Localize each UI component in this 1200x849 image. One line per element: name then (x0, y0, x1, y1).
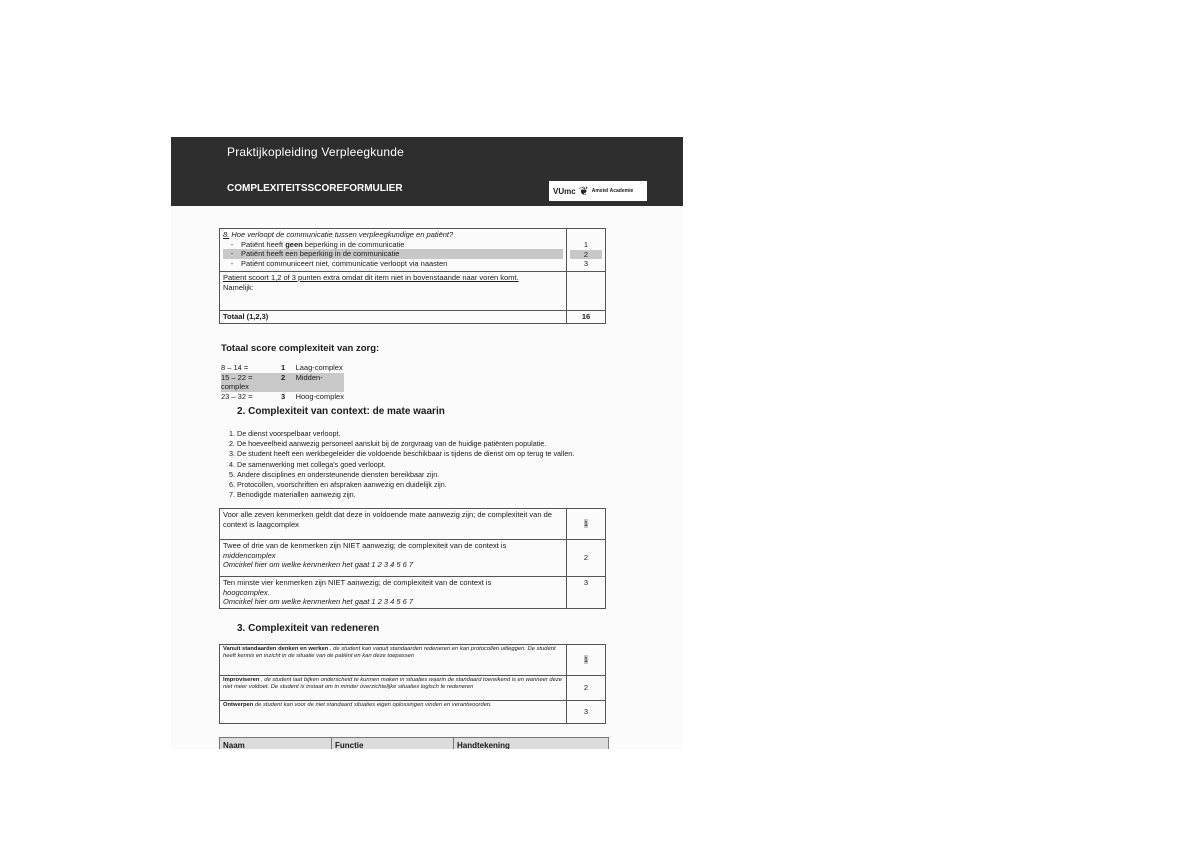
question-8-table (219, 228, 606, 324)
reasoning-score-2: 2 (567, 676, 606, 701)
scale-row: 23 – 32 = 3 Hoog-complex (221, 391, 344, 401)
document-header (171, 137, 683, 206)
context-score-3: 3 (567, 577, 606, 609)
context-row-2: Twee of drie van de kenmerken zijn NIET aanwezig; de complexiteit van de context is middencomplex Omcirkel hier om welke kenmerken het gaat 1 2 3 4 5 6 7 (220, 540, 567, 577)
option-row-2: - Patiënt heeft een beperking in de communicatie (223, 249, 563, 259)
criterion-item: 4. De samenwerking met collega's goed verloopt. (237, 460, 677, 470)
total-label: Totaal (1,2,3) (220, 311, 567, 324)
option-row-1: - Patiënt heeft geen beperking in de communicatie (230, 239, 405, 249)
reasoning-row-1: Vanuit standaarden denken en werken , de student kan vanuit standaarden redeneren en kan protocollen uitleggen. De student heeft kennis en inzicht in de situatie van de patiënt en kan deze toepassen (220, 645, 567, 676)
context-row-3: Ten minste vier kenmerken zijn NIET aanwezig; de complexiteit van de context is hoogcomplex. Omcirkel hier om welke kenmerken het gaat 1 2 3 4 5 6 7 (220, 577, 567, 609)
question-8-text: 8. Hoe verloopt de communicatie tussen verpleegkundige en patiënt? (223, 230, 454, 239)
document-page (171, 137, 683, 749)
function-column-header: Functie (332, 738, 454, 750)
scale-row-selected: 15 – 22 = 2 Midden-complex (221, 373, 344, 392)
form-title: COMPLEXITEITSSCOREFORMULIER (227, 183, 403, 194)
header-title: Praktijkopleiding Verpleegkunde (227, 145, 404, 159)
criterion-item: 7. Benodigde materiallen aanwezig zijn. (237, 490, 677, 500)
logo-vumc-text: VUmc (553, 186, 576, 196)
reasoning-table (219, 644, 606, 724)
signature-table (219, 737, 609, 749)
option-scores: 1 2 3 (567, 229, 606, 272)
criterion-item: 1. De dienst voorspelbaar verloopt. (237, 429, 677, 439)
criterion-item: 3. De student heeft een werkbegeleider die voldoende beschikbaar is tijdens de dienst om op terug te vallen. (237, 449, 677, 459)
context-table (219, 508, 606, 609)
section-3-title: 3. Complexiteit van redeneren (237, 623, 380, 634)
context-criteria-list (223, 429, 677, 500)
institution-logo (549, 181, 647, 201)
logo-academie-text: Amstel Academie (591, 188, 634, 194)
criterion-item: 2. De hoeveelheid aanwezig personeel aansluit bij de zorgvraag van de huidige patiënten populatie. (237, 439, 677, 449)
scale-row: 8 – 14 = 1 Laag-complex (221, 363, 343, 372)
total-value: 16 (567, 311, 606, 324)
leaf-icon: ❦ (578, 184, 589, 198)
question-8-cell (220, 229, 567, 272)
option-row-3: - Patiënt communiceert niet, communicatie verloopt via naasten (230, 258, 448, 268)
context-score-2: 2 (567, 540, 606, 577)
criterion-item: 5. Andere disciplines en ondersteunende diensten bereikbaar zijn. (237, 470, 677, 480)
section-2-title: 2. Complexiteit van context: de mate waarin (237, 406, 445, 417)
name-column-header: Naam (220, 738, 332, 750)
signature-column-header: Handtekening (454, 738, 609, 750)
total-score-heading: Totaal score complexiteit van zorg: (221, 343, 380, 354)
reasoning-score-1: 1 (567, 645, 606, 676)
reasoning-row-2: Improviseren , de student laat bijken onderscheid te kunnen maken in situaties waarin de standaard toereikend is en wanneer deze niet meer voldoet. De student is instaat om in minder overzichtelijke situaties logisch te redeneren (220, 676, 567, 701)
reasoning-score-3: 3 (567, 701, 606, 724)
context-score-1: 1 (567, 509, 606, 540)
extra-points-cell: Patient scoort 1,2 of 3 punten extra omdat dit item niet in bovenstaande naar voren komt. Namelijk: (220, 272, 567, 311)
context-row-1: Voor alle zeven kenmerken geldt dat deze in voldoende mate aanwezig zijn; de complexiteit van de context is laagcomplex (220, 509, 567, 540)
reasoning-row-3: Ontwerpen de student kan voor de niet standaard situaties eigen oplossingen vinden en verantwoorden. (220, 701, 567, 724)
criterion-item: 6. Protocollen, voorschriften en afspraken aanwezig en duidelijk zijn. (237, 480, 677, 490)
complexity-scale (221, 363, 344, 401)
